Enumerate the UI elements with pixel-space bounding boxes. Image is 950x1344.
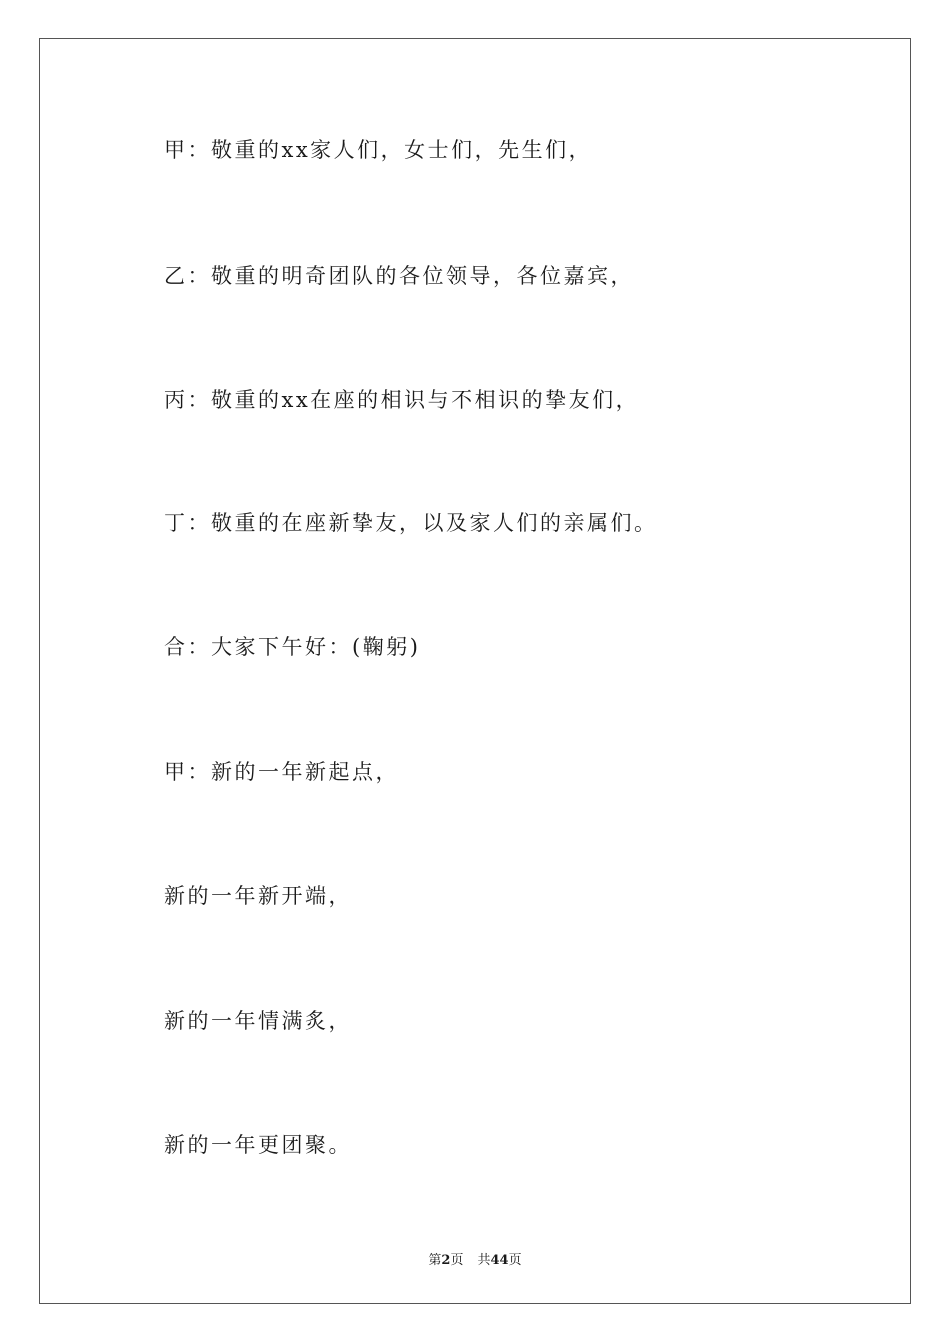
total-pages: 44 [490,1253,509,1268]
script-line-2: 乙：敬重的明奇团队的各位领导，各位嘉宾， [164,264,634,288]
script-line-4: 丁：敬重的在座新挚友，以及家人们的亲属们。 [164,511,658,535]
page-prefix: 第 [428,1253,442,1268]
page-footer [0,1249,950,1268]
script-line-3: 丙：敬重的xx在座的相识与不相识的挚友们， [164,388,640,412]
script-line-9: 新的一年更团聚。 [164,1133,352,1157]
script-line-5: 合：大家下午好：(鞠躬) [164,635,421,659]
script-line-8: 新的一年情满炙， [164,1009,352,1033]
page-suffix: 页 [450,1253,464,1268]
page-frame [39,38,911,1304]
script-line-7: 新的一年新开端， [164,884,352,908]
page-number: 2 [441,1253,451,1268]
total-suffix: 页 [508,1253,522,1268]
total-prefix: 共 [477,1253,491,1268]
script-line-6: 甲：新的一年新起点， [164,760,399,784]
script-line-1: 甲：敬重的xx家人们，女士们，先生们， [164,138,593,162]
